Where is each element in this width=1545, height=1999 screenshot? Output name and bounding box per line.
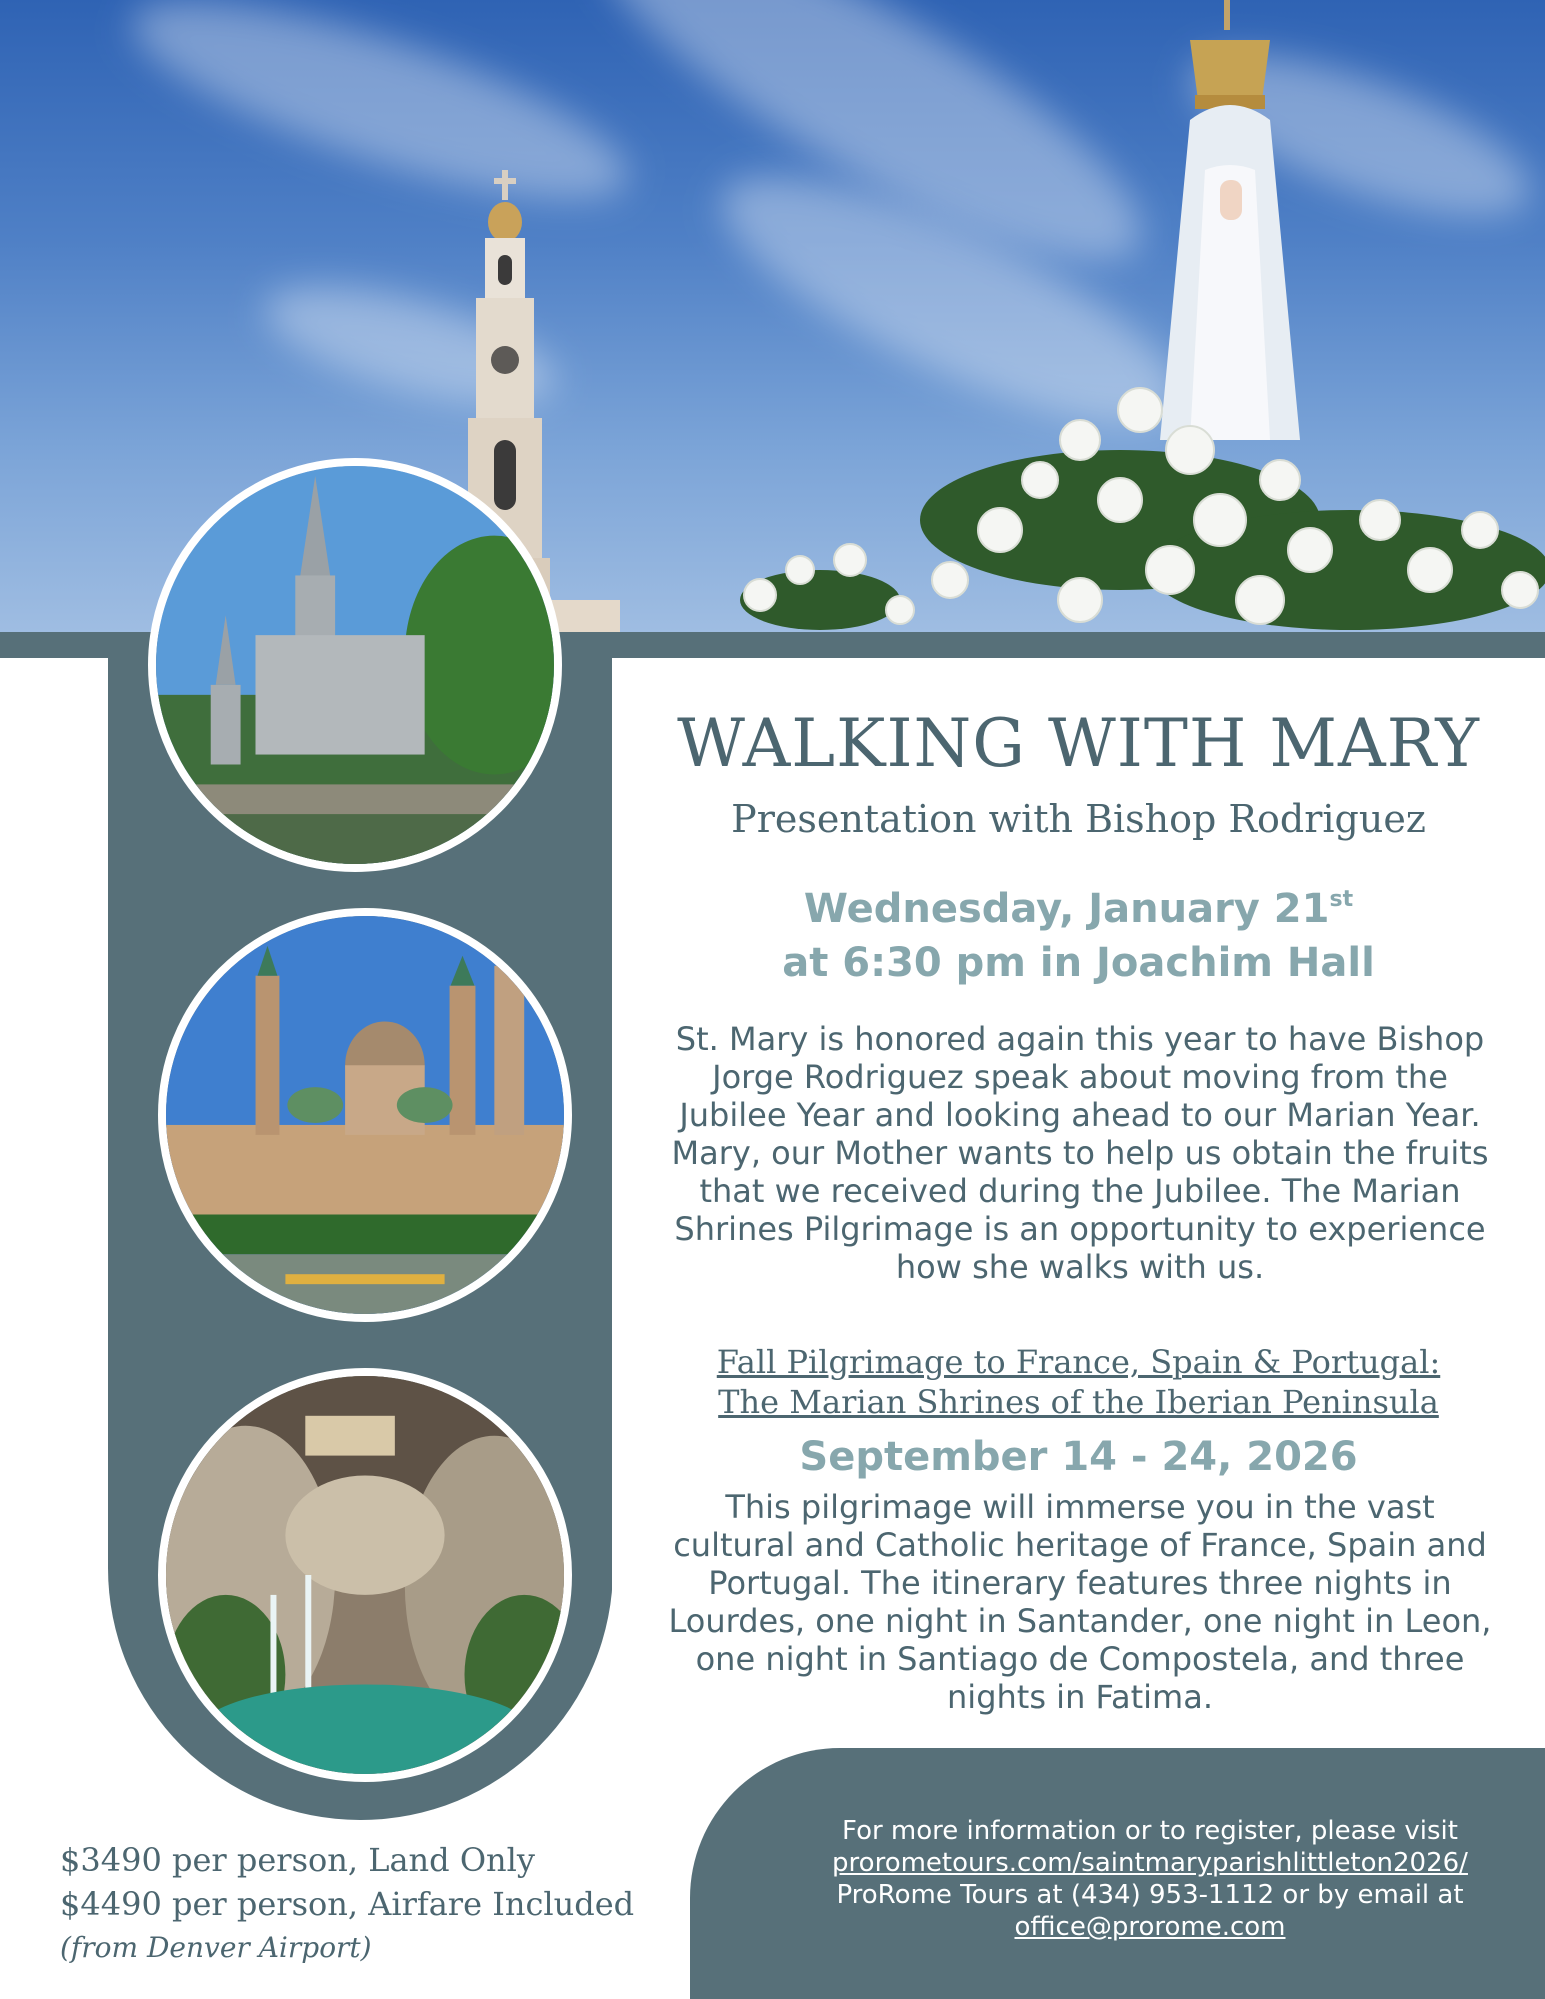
photo-circle-icon: [156, 466, 554, 864]
contact-info: [790, 1815, 1510, 1943]
intro-line: that we received during the Jubilee. The Marian: [699, 1172, 1461, 1210]
contact-phone: ProRome Tours at (434) 953-1112 or by email at: [836, 1880, 1464, 1910]
intro-paragraph: [640, 1020, 1520, 1286]
intro-line: Jorge Rodriguez speak about moving from the: [712, 1058, 1448, 1096]
event-date-text: Wednesday, January 21: [803, 886, 1330, 932]
intro-line: Shrines Pilgrimage is an opportunity to experience: [674, 1210, 1486, 1248]
intro-line: how she walks with us.: [895, 1248, 1265, 1286]
pilgrimage-title-line: Fall Pilgrimage to France, Spain & Portugal:: [716, 1343, 1441, 1381]
pilgrimage-paragraph: [640, 1488, 1520, 1716]
pilgrimage-line: cultural and Catholic heritage of France, Spain and: [673, 1526, 1487, 1564]
zaragoza-basilica-photo: [158, 908, 572, 1322]
pilgrimage-line: nights in Fatima.: [947, 1678, 1213, 1716]
pilgrimage-title: [612, 1342, 1545, 1422]
event-date: [612, 873, 1545, 936]
pricing-block: [60, 1838, 634, 1970]
intro-line: Jubilee Year and looking ahead to our Marian Year.: [679, 1096, 1481, 1134]
event-time-location: at 6:30 pm in Joachim Hall: [782, 940, 1375, 986]
pilgrimage-line: one night in Santiago de Compostela, and three: [695, 1640, 1465, 1678]
price-with-airfare: $4490 per person, Airfare Included: [60, 1885, 635, 1923]
event-datetime: [612, 873, 1545, 990]
intro-line: Mary, our Mother wants to help us obtain the fruits: [671, 1134, 1489, 1172]
date-ordinal-suffix: st: [1329, 887, 1354, 912]
price-land-only: $3490 per person, Land Only: [60, 1841, 535, 1879]
covadonga-cave-shrine-photo: [158, 1368, 572, 1782]
pilgrimage-line: This pilgrimage will immerse you in the vast: [725, 1488, 1435, 1526]
page-title: WALKING WITH MARY: [677, 705, 1480, 782]
email-link[interactable]: office@prorome.com: [1014, 1912, 1286, 1942]
photo-circle-icon: [166, 1376, 564, 1774]
registration-link[interactable]: prorometours.com/saintmaryparishlittleton2026/: [832, 1848, 1468, 1878]
white-roses-illustration: [700, 370, 1545, 632]
contact-intro: For more information or to register, please visit: [842, 1816, 1458, 1846]
page-subtitle: Presentation with Bishop Rodriguez: [731, 797, 1426, 841]
pilgrimage-line: Lourdes, one night in Santander, one night in Leon,: [668, 1602, 1492, 1640]
photo-circle-icon: [166, 916, 564, 1314]
pilgrimage-line: Portugal. The itinerary features three nights in: [708, 1564, 1452, 1602]
price-note: (from Denver Airport): [60, 1931, 372, 1964]
lourdes-basilica-photo: [148, 458, 562, 872]
pilgrimage-dates: September 14 - 24, 2026: [799, 1434, 1358, 1480]
pilgrimage-title-line: The Marian Shrines of the Iberian Peninsula: [718, 1383, 1439, 1421]
intro-line: St. Mary is honored again this year to have Bishop: [675, 1020, 1485, 1058]
